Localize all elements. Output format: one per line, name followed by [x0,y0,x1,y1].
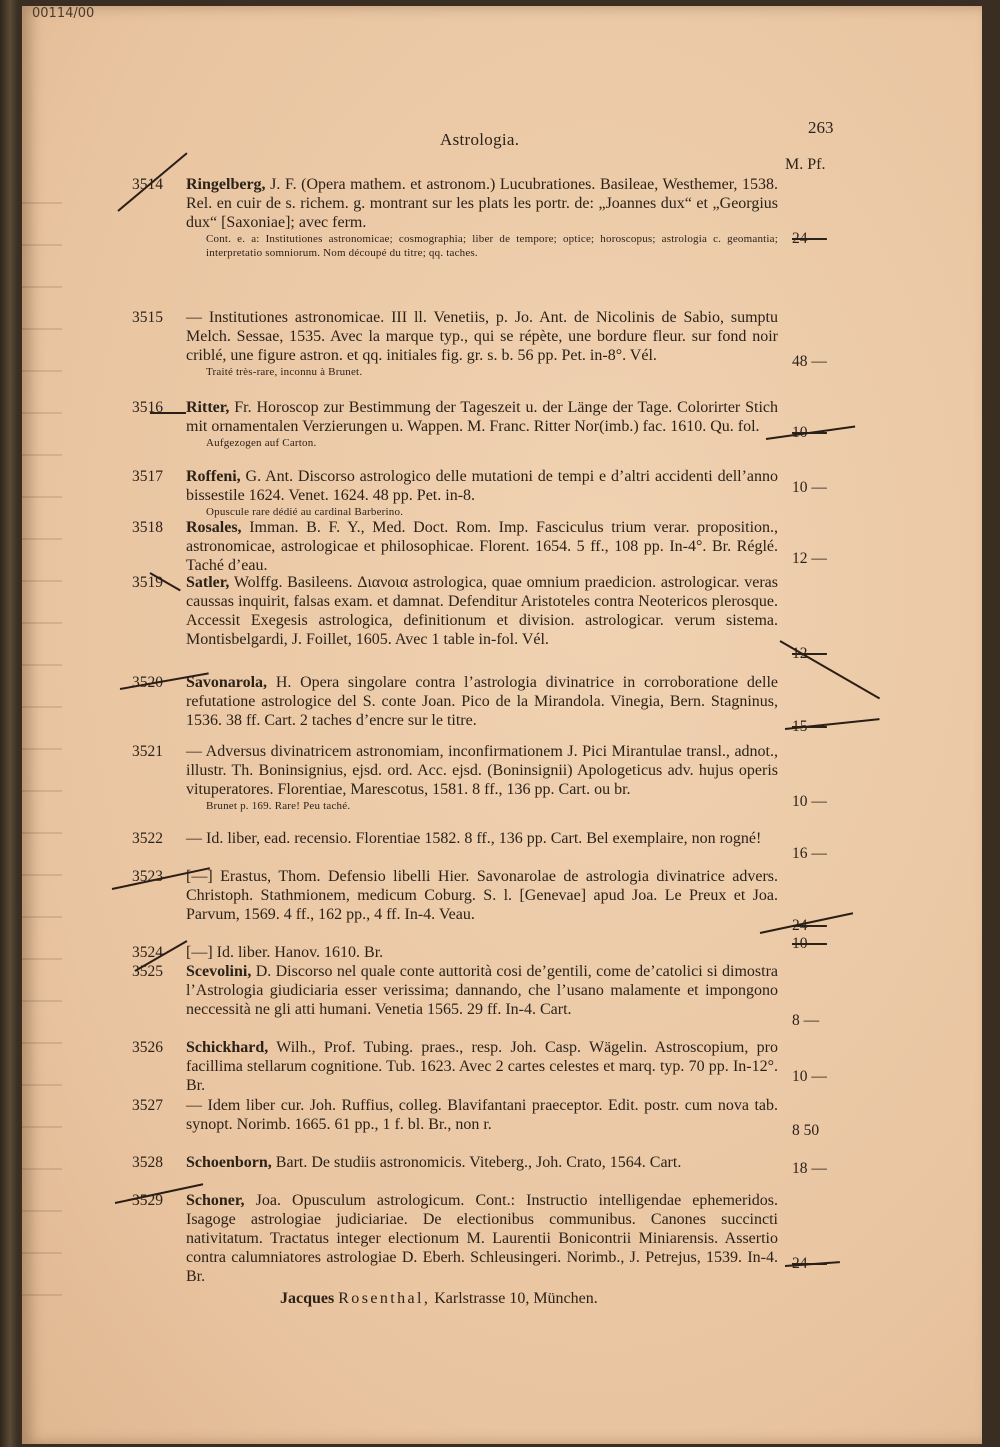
entry-text: G. Ant. Discorso astrologico delle mutationi de tempi e d’altri accidenti dell’anno bissestile 1624. Venet. 1624. 48 pp. Pet. in-8. [186,468,779,504]
entry-text: D. Discorso nel quale conte auttorità cosi de’gentili, come de’catolici si dimostra l’Astrologia giudiciaria esser verissima; dannando, che l’usano malamente et impongono neccessità ne gli atti humani. Venetia 1565. 29 ff. In-4. Cart. [186,963,779,1018]
page-number: 263 [808,118,834,137]
entry-price: 10 — [792,1068,827,1085]
pen-mark [150,412,186,414]
entry-text: [—] Erastus, Thom. Defensio libelli Hier. Savonarolae de astrologia divinatrice advers. Christoph. Stathmionem, medicum Coburg. S. l. [Genevae] apud Joa. Le Preux et Joa. Parvum, 1569. 4 ff., 162 pp., 4 ff. In-4. Veau. [186,868,778,923]
entry-note: Cont. e. a: Institutiones astronomicae; cosmographia; liber de tempore; optice; horoscopus; astrologia c. geomantia; interpretatio somniorum. Nom découpé du titre; qq. taches. [206,233,778,259]
footer-publisher: Jacques [280,1290,335,1307]
entry-text: Joa. Opusculum astrologicum. Cont.: Instructio intelligendae ephemeridos. Isagoge astrologiae judiciariae. De electionibus communibus. Canones succincti nativitatum. Tractatus integer electionum M. Laurentii Bonicontrii Miniarensis. Assertio contra calumniatores astrologiae D. Eberh. Schleusingeri. Norimb., J. Petrejus, 1539. In-4. Br. [186,1192,779,1285]
entry-author: Ringelberg, [186,176,266,193]
entry-number: 3523 [132,868,163,885]
entry-body [186,867,778,924]
entry-price: 8 — [792,1012,820,1029]
entry-number: 3524 [132,944,163,961]
entry-number: 3518 [132,519,163,536]
entry-author: Schoner, [186,1192,245,1209]
entry-price: 18 — [792,1160,827,1177]
entry-number: 3517 [132,468,163,485]
entry-price: 16 — [792,845,827,862]
entry-author: Schoenborn, [186,1154,272,1171]
entry-number: 3522 [132,830,163,847]
entry-text: Fr. Horoscop zur Bestimmung der Tageszeit u. der Länge der Tage. Colorirter Stich mit ornamentalen Verzierungen u. Wappen. M. Franc. Ritter Nor(imb.) fac. 1610. Qu. fol. [186,399,778,435]
entry-number: 3520 [132,674,163,691]
entry-price: 15 — [792,718,827,735]
running-title: Astrologia. [440,130,520,149]
entry-price: 10 — [792,793,827,810]
entry-text: [—] Id. liber. Hanov. 1610. Br. [186,944,384,961]
entry-text: Wolffg. Basileens. Διανοια astrologica, quae omnium praedicion. astrologicar. veras caussas inquirit, falsas exam. et damnat. Defenditur Aristoteles contra Neotericos plerosque. Accessit Exegesis astrologica, definitionum et division. astrologicar. verum sistema. Montisbelgardi, J. Foillet, 1605. Avec 1 table in-fol. Vél. [186,574,778,648]
footer-name: Rosenthal, [338,1290,431,1307]
entry-author: Scevolini, [186,963,252,980]
entry-author: Satler, [186,574,230,591]
entry-body [186,1153,778,1172]
entry-body [186,518,778,575]
entry-number: 3514 [132,176,163,193]
entry-number: 3529 [132,1192,163,1209]
entry-note: Traité très-rare, inconnu à Brunet. [206,366,363,378]
entry-price: 8 50 [792,1122,820,1139]
entry-author: Savonarola, [186,674,268,691]
entry-author: Roffeni, [186,468,241,485]
entry-text: Wilh., Prof. Tubing. praes., resp. Joh. Casp. Wägelin. Astroscopium, pro facillima stellarum cognitione. Tub. 1623. Avec 2 cartes celestes et marq. typ. 70 pp. In-12°. Br. [186,1039,778,1094]
entry-price: 24 — [792,230,827,247]
entry-note: Opuscule rare dédié au cardinal Barberino. [206,506,404,518]
entry-body [186,308,778,379]
entry-text: — Adversus divinatricem astronomiam, inconfirmationem J. Pici Mirantulae transl., adnot., illustr. Th. Boninsignius, ejsd. ord. Acc. ejsd. (Boninsignii) Apologeticus adv. hujus operis vituperatores. Florentiae, Marescotus, 1581. 8 ff., 136 pp. Cart. ou br. [186,743,778,798]
entry-text: H. Opera singolare contra l’astrologia divinatrice in corroboratione delle refutatione astrologice del S. conte Joan. Pico de la Mirandola. Vinegia, Bern. Stagninus, 1536. 38 ff. Cart. 2 taches d’encre sur le titre. [186,674,779,729]
entry-number: 3525 [132,963,163,980]
entry-note: Aufgezogen auf Carton. [206,437,317,449]
currency-header: M. Pf. [785,156,826,173]
entry-author: Ritter, [186,399,230,416]
entry-number: 3526 [132,1039,163,1056]
entry-body [186,1038,778,1095]
entry-body [186,742,778,813]
entry-price: 10 — [792,479,827,496]
entry-price: 48 — [792,353,827,370]
footer-address: Karlstrasse 10, München. [434,1290,598,1307]
entry-number: 3516 [132,399,163,416]
entry-body [186,467,778,519]
entry-text: Bart. De studiis astronomicis. Viteberg., Joh. Crato, 1564. Cart. [275,1154,682,1171]
entry-price: 12 — [792,645,827,662]
shelfmark: 00114/00 [32,6,95,21]
entry-body [186,829,778,848]
entry-body [186,673,778,730]
entry-price: 10 — [792,935,827,952]
entry-body [186,573,778,649]
entry-body [186,175,778,260]
entry-price: 24 — [792,917,827,934]
entry-number: 3519 [132,574,163,591]
entry-note: Brunet p. 169. Rare! Peu taché. [206,800,351,812]
entry-text: Imman. B. F. Y., Med. Doct. Rom. Imp. Fasciculus trium verar. proposition., astronomicae, astrologicae et philosophicae. Florent. 1654. 5 ff., 108 pp. In-4°. Br. Réglé. Taché d’eau. [186,519,779,574]
entry-text: — Idem liber cur. Joh. Ruffius, colleg. Blavifantani praeceptor. Edit. postr. cum nova tab. synopt. Norimb. 1665. 61 pp., 1 f. bl. Br., non r. [186,1097,778,1133]
entry-price: 10 — [792,424,827,441]
entry-number: 3528 [132,1154,163,1171]
entry-body [186,1096,778,1134]
entry-text: J. F. (Opera mathem. et astronom.) Lucubrationes. Basileae, Westhemer, 1538. Rel. en cuir de s. richem. g. montrant sur les plats les portr. de: „Joannes dux“ et „Georgius dux“ [Saxoniae]; avec ferm. [186,176,779,231]
page-footer [280,1290,598,1308]
entry-body [186,1191,778,1286]
entry-body [186,962,778,1019]
entry-author: Schickhard, [186,1039,269,1056]
entry-text: — Id. liber, ead. recensio. Florentiae 1582. 8 ff., 136 pp. Cart. Bel exemplaire, non rogné! [186,830,762,847]
entry-number: 3515 [132,309,163,326]
entry-text: — Institutiones astronomicae. III ll. Venetiis, p. Jo. Ant. de Nicolinis de Sabio, sumptu Melch. Sessae, 1535. Avec la marque typ., qui se répète, une bordure fleur. sur fond noir criblé, une figure astron. et qq. initiales fig. gr. s. b. 56 pp. Pet. in-8°. Vél. [186,309,778,364]
entry-body [186,943,778,962]
entry-body [186,398,778,450]
entry-number: 3521 [132,743,163,760]
entry-price: 12 — [792,550,827,567]
entry-price: 24 — [792,1255,827,1272]
entry-author: Rosales, [186,519,242,536]
entry-number: 3527 [132,1097,163,1114]
